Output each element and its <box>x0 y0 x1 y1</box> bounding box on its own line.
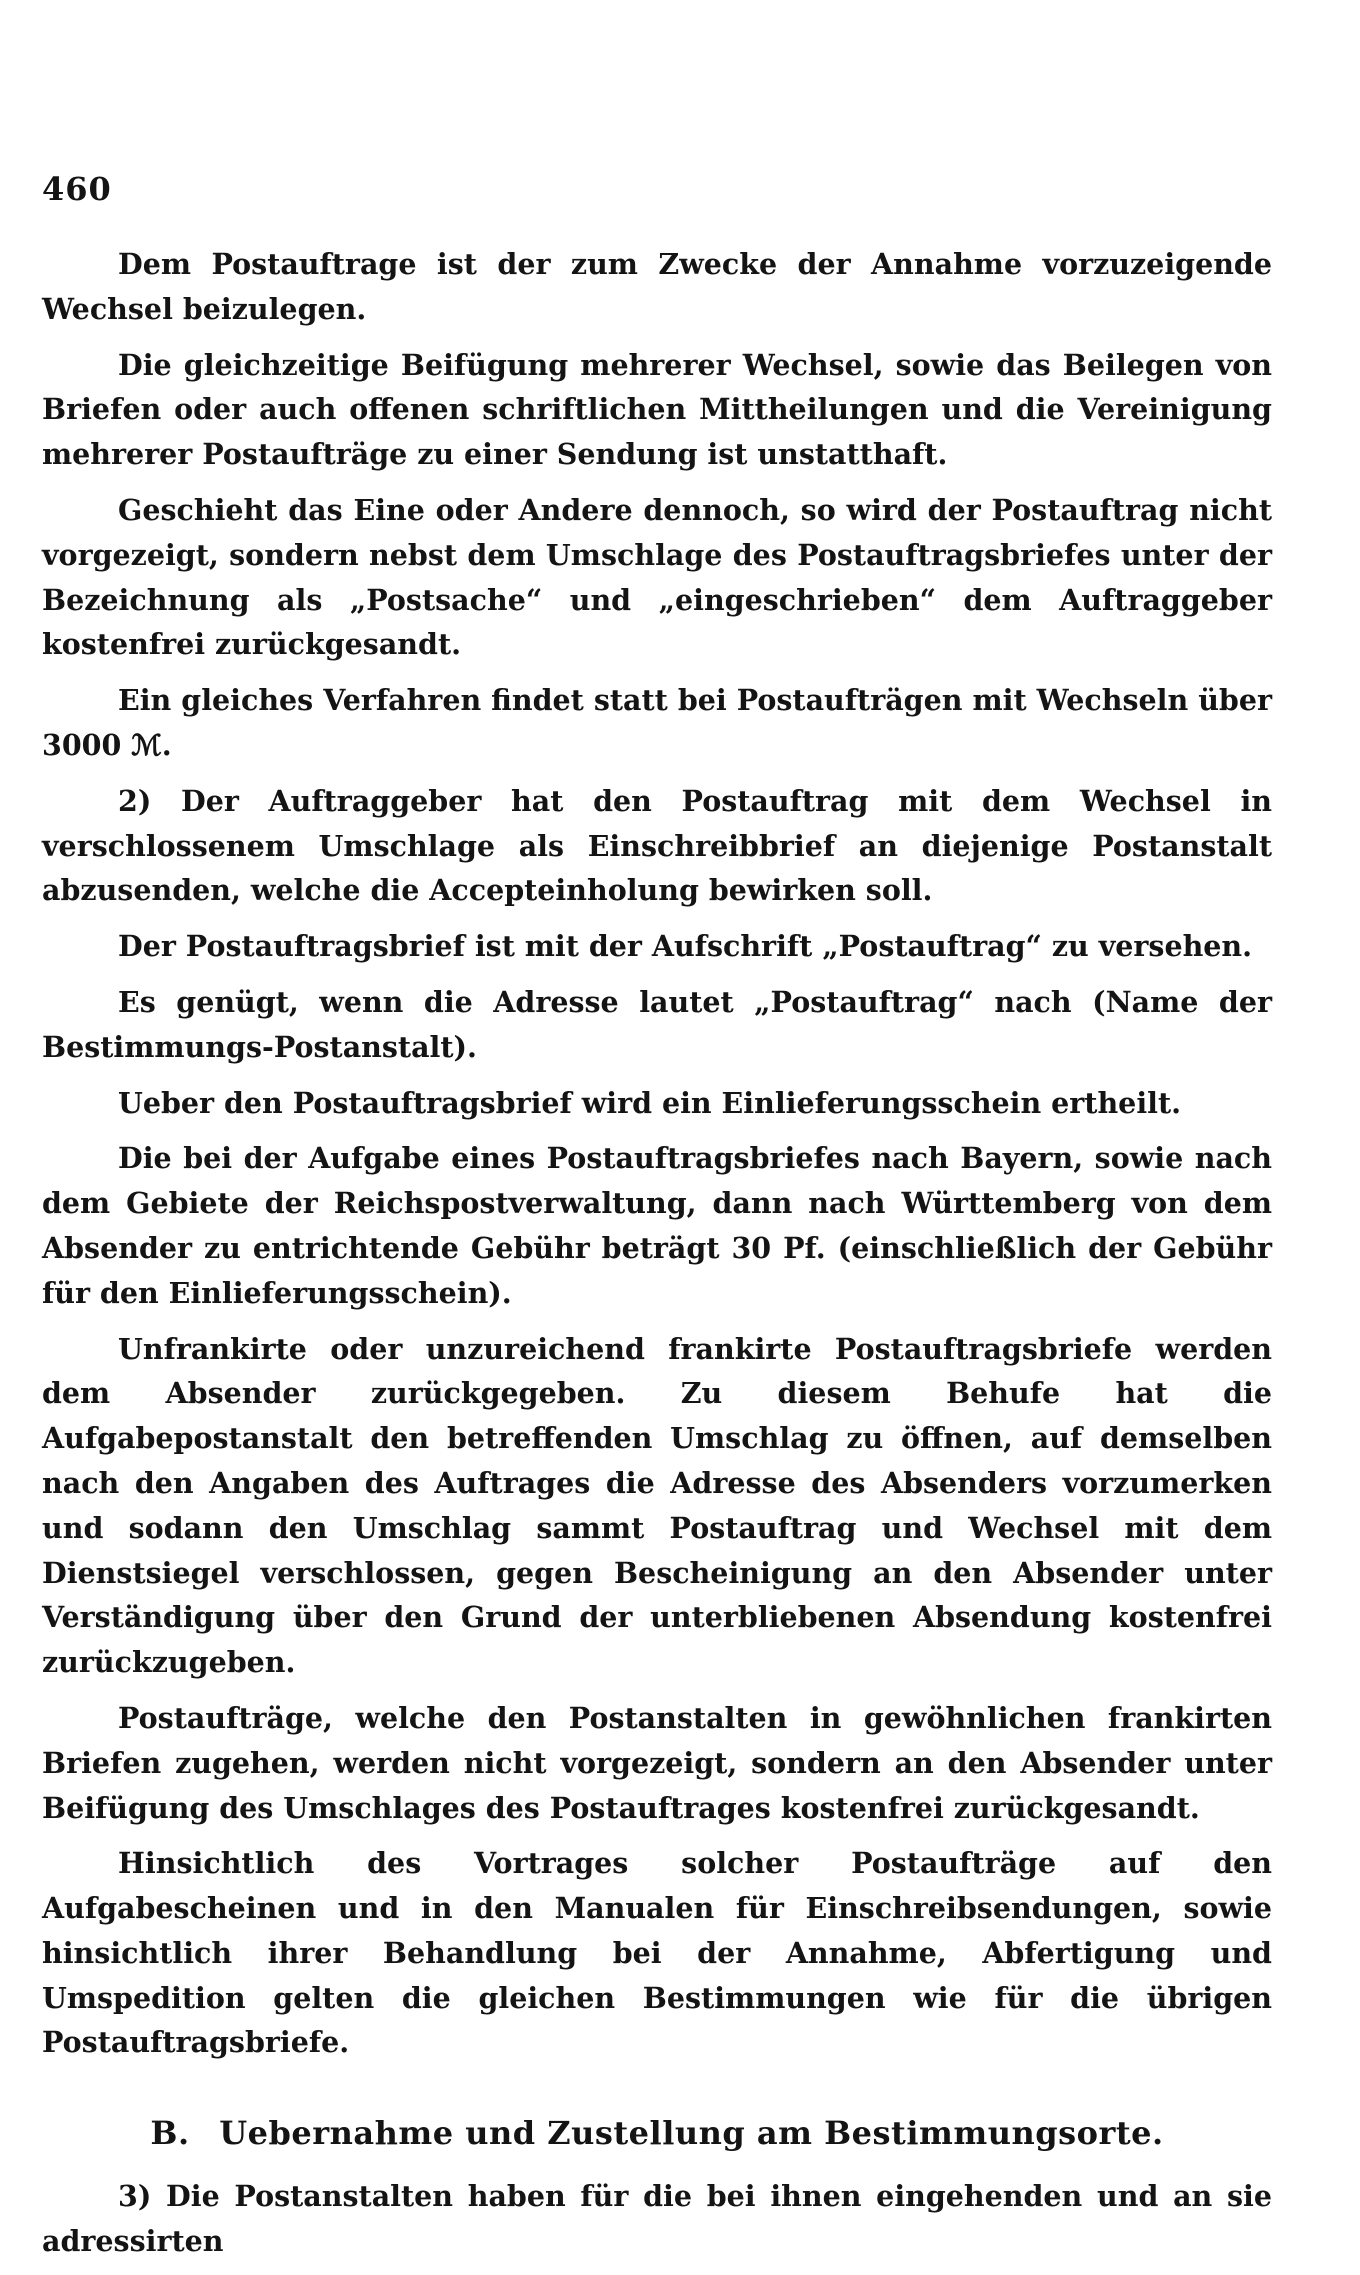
paragraph: Hinsichtlich des Vortrages solcher Postaufträge auf den Aufgabescheinen und in den Manualen für Einschreibsendungen, sowie hinsichtlich ihrer Behandlung bei der Annahme, Abfertigung und Umspedition gelten die gleichen Bestimmungen wie für die übrigen Postauftragsbriefe. <box>42 1846 1272 2060</box>
paragraph: Ein gleiches Verfahren findet statt bei Postaufträgen mit Wechseln über 3000 ℳ. <box>42 683 1272 762</box>
paragraph: Geschieht das Eine oder Andere dennoch, so wird der Postauftrag nicht vorgezeigt, sondern nebst dem Umschlage des Postauftragsbriefes unter der Bezeichnung als „Postsache“ und „eingeschrieben“ dem Auftraggeber kostenfrei zurückgesandt. <box>42 492 1272 662</box>
paragraph: Die bei der Aufgabe eines Postauftragsbriefes nach Bayern, sowie nach dem Gebiete der Reichspostverwaltung, dann nach Württemberg von dem Absender zu entrichtende Gebühr beträgt 30 Pf. (einschließlich der Gebühr für den Einlieferungsschein). <box>42 1141 1272 1310</box>
paragraph: Die gleichzeitige Beifügung mehrerer Wechsel, sowie das Beilegen von Briefen oder auch offenen schriftlichen Mittheilungen und die Vereinigung mehrerer Postaufträge zu einer Sendung ist unstatthaft. <box>42 347 1272 472</box>
page-number: 460 <box>42 170 112 208</box>
paragraph: Ueber den Postauftragsbrief wird ein Einlieferungsschein ertheilt. <box>118 1085 1182 1120</box>
paragraph: Es genügt, wenn die Adresse lautet „Postauftrag“ nach (Name der Bestimmungs-Postanstalt). <box>42 984 1272 1064</box>
paragraph: 2) Der Auftraggeber hat den Postauftrag mit dem Wechsel in verschlossenem Umschlage als Einschreibbrief an diejenige Postanstalt abzusenden, welche die Accepteinholung bewirken soll. <box>42 783 1272 908</box>
paragraph: Der Postauftragsbrief ist mit der Aufschrift „Postauftrag“ zu versehen. <box>118 929 1253 964</box>
paragraph: Postaufträge, welche den Postanstalten in gewöhnlichen frankirten Briefen zugehen, werden nicht vorgezeigt, sondern an den Absender unter Beifügung des Umschlages des Postauftrages kostenfrei zurückgesandt. <box>42 1700 1272 1825</box>
paragraph: Dem Postauftrage ist der zum Zwecke der Annahme vorzuzeigende Wechsel beizulegen. <box>42 247 1272 326</box>
paragraph: 3) Die Postanstalten haben für die bei ihnen eingehenden und an sie adressirten <box>42 2179 1272 2258</box>
paragraph: Unfrankirte oder unzureichend frankirte Postauftragsbriefe werden dem Absender zurückgegeben. Zu diesem Behufe hat die Aufgabepostanstalt den betreffenden Umschlag zu öffnen, auf demselben nach den Angaben des Auftrages die Adresse des Absenders vorzumerken und sodann den Umschlag sammt Postauftrag und Wechsel mit dem Dienstsiegel verschlossen, gegen Bescheinigung an den Absender unter Verständigung über den Grund der unterbliebenen Absendung kostenfrei zurückzugeben. <box>42 1331 1272 1680</box>
section-letter: B. <box>150 2114 190 2153</box>
body-text <box>42 242 1272 2275</box>
section-title: Uebernahme und Zustellung am Bestimmungsorte. <box>219 2114 1164 2153</box>
section-heading <box>42 2111 1272 2156</box>
